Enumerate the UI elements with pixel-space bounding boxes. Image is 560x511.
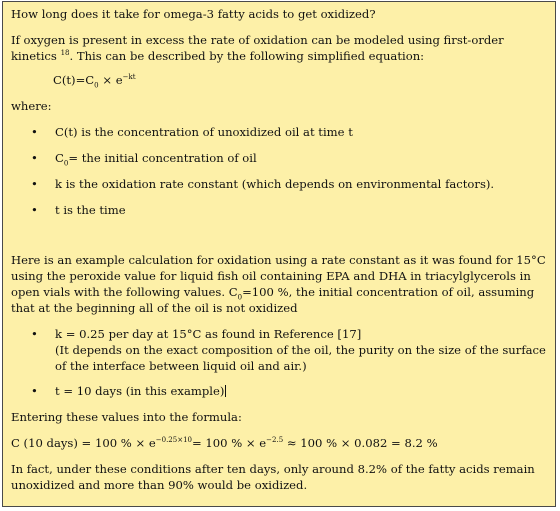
intro-paragraph <box>11 32 547 64</box>
list-item <box>11 176 547 192</box>
calc-result: ≈ 100 % × 0.082 = 8.2 % <box>283 436 438 450</box>
list-item <box>11 383 547 399</box>
where-label: where: <box>11 99 52 113</box>
text-cursor <box>225 385 226 397</box>
calculation-line <box>11 435 547 451</box>
bullet-icon: • <box>31 177 38 191</box>
intro-text: If oxygen is present in excess the rate of oxidation can be modeled using first-order kinetics <box>11 33 504 63</box>
k-value-text: k = 0.25 per day at 15°C as found in Reference [17] <box>55 327 362 341</box>
example-text: Here is an example calculation for oxidation using a rate constant as it was found for 15°C using the peroxide value for liquid fish oil containing EPA and DHA in triacylglycerols in open vials with the following values. C <box>11 253 546 299</box>
intro-text-end: . This can be described by the following simplified equation: <box>69 49 425 63</box>
t-value-text: t = 10 days (in this example) <box>55 384 225 398</box>
entering-label: Entering these values into the formula: <box>11 410 242 424</box>
list-item-text: = the initial concentration of oil <box>68 151 257 165</box>
list-item <box>11 150 547 166</box>
bullet-icon: • <box>31 151 38 165</box>
calc-exponent: −0.25×10 <box>155 436 192 445</box>
equation-lhs: C(t)=C <box>53 73 95 87</box>
list-item-subscript: 0 <box>63 159 69 168</box>
example-paragraph <box>11 252 547 316</box>
info-box <box>2 1 556 507</box>
bullet-icon: • <box>31 327 38 341</box>
kinetics-equation <box>53 72 547 88</box>
list-item-text: k is the oxidation rate constant (which depends on environmental factors). <box>55 177 495 191</box>
k-note-text: (It depends on the exact composition of the oil, the purity on the size of the surface of the interface between liquid oil and air.) <box>55 343 546 373</box>
reference-superscript: 18 <box>60 49 70 58</box>
conclusion-paragraph: In fact, under these conditions after ten days, only around 8.2% of the fatty acids remain unoxidized and more than 90% would be oxidized. <box>11 462 535 492</box>
equation-subscript: 0 <box>94 81 99 90</box>
example-subscript: 0 <box>237 293 243 302</box>
list-item-text: t is the time <box>55 203 126 217</box>
bullet-icon: • <box>31 125 38 139</box>
bullet-icon: • <box>31 384 38 398</box>
calc-exponent: −2.5 <box>266 436 284 445</box>
variable-list <box>11 124 547 218</box>
calc-part: C (10 days) = 100 % × e <box>11 436 156 450</box>
equation-mid: × e <box>98 73 123 87</box>
values-list <box>11 326 547 399</box>
list-item-text: C(t) is the concentration of unoxidized oil at time t <box>55 125 353 139</box>
example-text-end: =100 %, the initial concentration of oil, assuming that at the beginning all of the oil is not oxidized <box>11 285 535 315</box>
list-item <box>11 326 547 374</box>
question-title: How long does it take for omega-3 fatty acids to get oxidized? <box>11 7 376 21</box>
bullet-icon: • <box>31 203 38 217</box>
list-item <box>11 124 547 140</box>
list-item <box>11 202 547 218</box>
equation-exponent: −kt <box>122 73 136 82</box>
calc-part: = 100 % × e <box>191 436 267 450</box>
list-item-prefix: C <box>55 151 64 165</box>
